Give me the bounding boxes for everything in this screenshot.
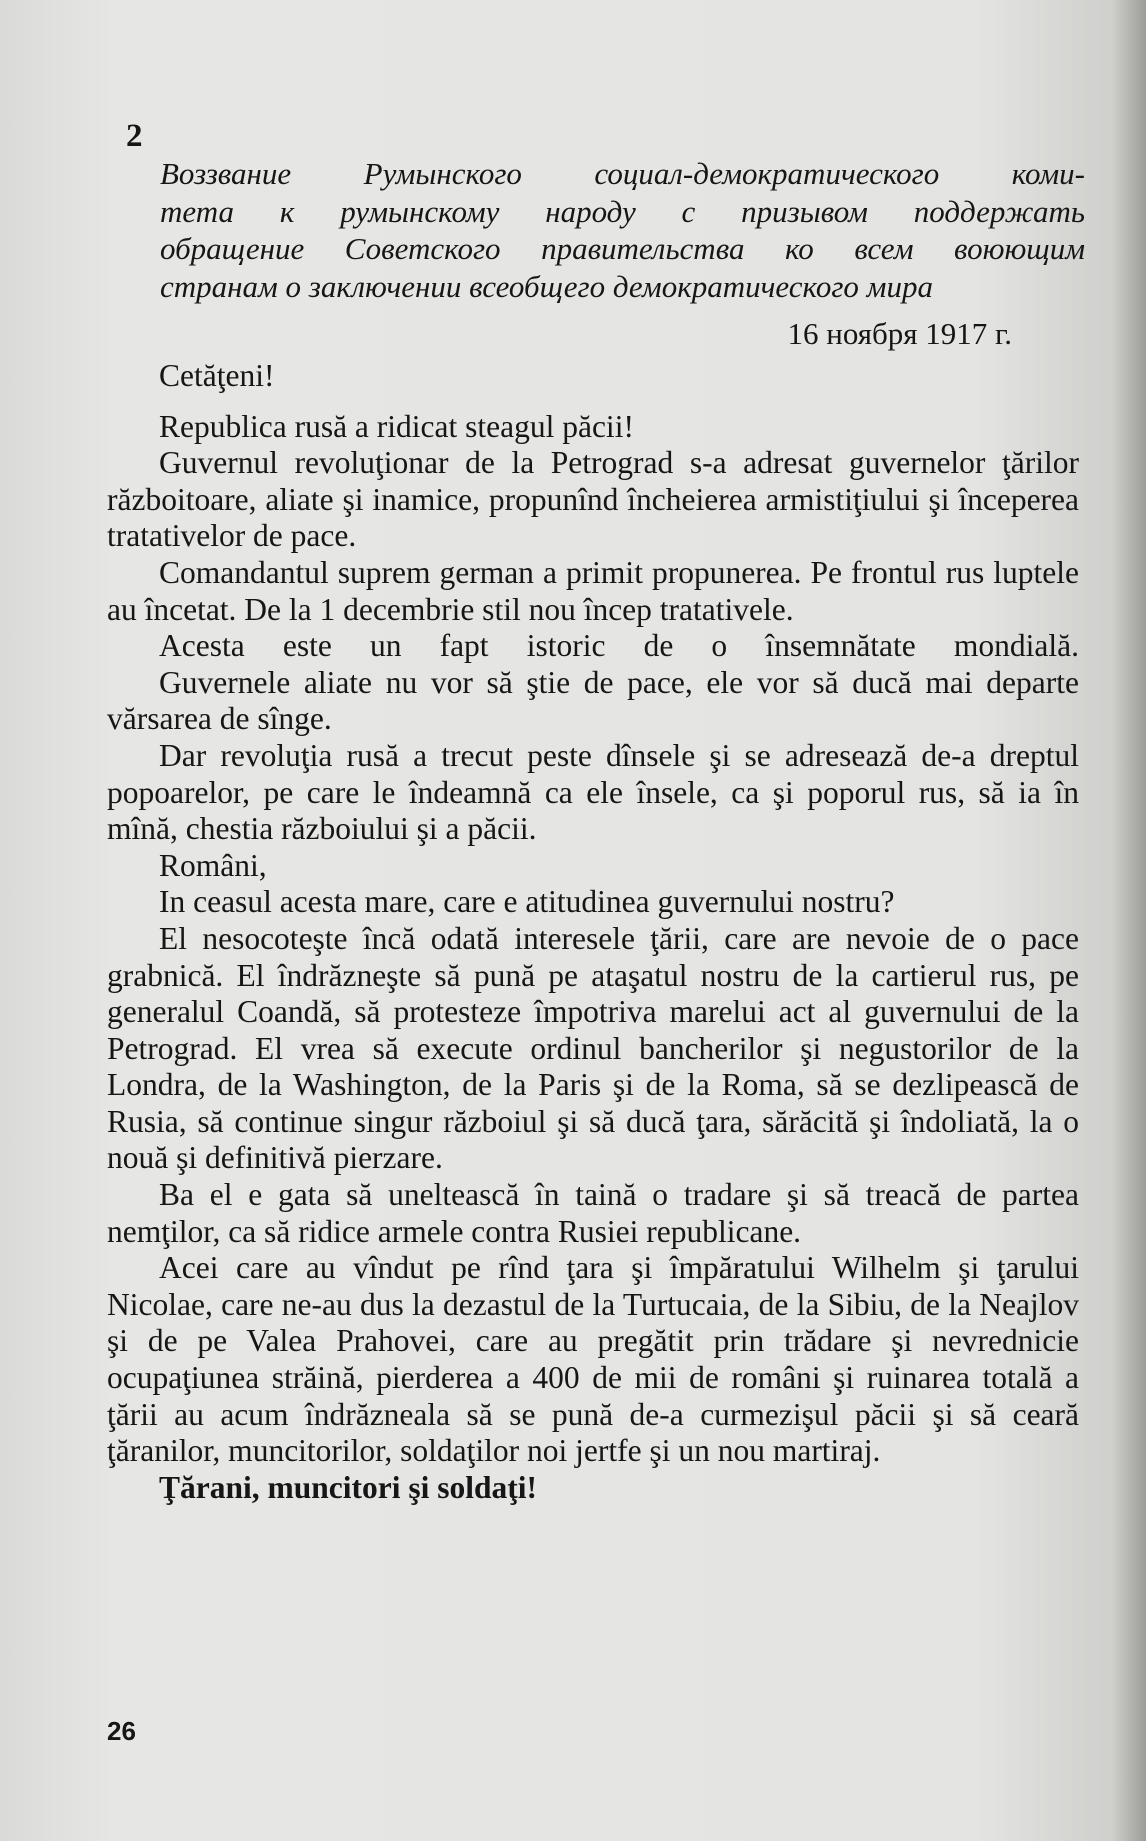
paragraph: In ceasul acesta mare, care e atitudinea guvernului nostru? — [159, 884, 895, 920]
heading-line: тета к румынскому народу с призывом поддержать — [160, 193, 1085, 229]
paragraph: Dar revoluţia rusă a trecut peste dînsele şi se adresează de-a dreptul popoarelor, pe care le îndeamnă ca ele însele, ca şi poporul rus, să ia în mînă, chestia războiului şi a păcii. — [107, 737, 1079, 847]
salutation: Cetăţeni! — [159, 358, 275, 393]
paragraph: Comandantul suprem german a primit propunerea. Pe frontul rus luptele au încetat. De la 1 decembrie stil nou încep tratativele. — [107, 554, 1079, 627]
paragraph: Acesta este un fapt istoric de o însemnătate mondială. — [159, 628, 1079, 664]
document-date: 16 ноября 1917 г. — [787, 316, 1012, 351]
paragraph: Ba el e gata să uneltească în taină o tradare şi să treacă de partea nemţilor, ca să ridice armele contra Rusiei republicane. — [107, 1177, 1079, 1249]
document-number: 2 — [126, 118, 143, 154]
paragraph: Guvernul revoluţionar de la Petrograd s-a adresat guvernelor ţărilor războitoare, aliate şi inamice, propunînd încheierea armistiţiului şi începerea tratativelor de pace. — [107, 445, 1079, 554]
paragraph: Acei care au vîndut pe rînd ţara şi împăratului Wilhelm şi ţarului Nicolae, care ne-au dus la dezastul de la Turtucaia, de la Sibiu, de la Neajlov şi de pe Valea Prahovei, care au pregătit prin trădare şi nevrednicie ocupaţiunea străină, pierderea a 400 de mii de români şi ruinarea totală a ţării au acum îndrăzneala să se pună de-a curmezişul păcii şi să ceară ţăranilor, muncitorilor, soldaţilor noi jertfe şi un nou martiraj. — [107, 1250, 1079, 1469]
heading-line: обращение Советского правительства ко всем воюющим — [160, 231, 1085, 266]
closing-exclamation: Ţărani, muncitori şi soldaţi! — [159, 1469, 538, 1505]
paragraph: Republica rusă a ridicat steagul păcii! — [159, 408, 634, 444]
paragraph: El nesocoteşte încă odată interesele ţării, care are nevoie de o pace grabnică. El îndrăzneşte să pună pe ataşatul nostru de la cartierul rus, pe generalul Coandă, să protesteze împotriva marelui act al guvernului de la Petrograd. El vrea să execute ordinul bancherilor şi negustorilor de la Londra, de la Washington, de la Paris şi de la Roma, să se dezlipească de Rusia, să continue singur războiul şi să ducă ţara, sărăcită şi îndoliată, la o nouă şi definitivă pierzare. — [107, 920, 1079, 1176]
heading-line: Воззвание Румынского социал-демократического коми- — [160, 156, 1085, 191]
document-body — [107, 358, 1079, 1506]
document-heading — [160, 155, 1085, 305]
paragraph: Români, — [159, 847, 267, 883]
paragraph: Guvernele aliate nu vor să ştie de pace, ele vor să ducă mai departe vărsarea de sînge. — [107, 664, 1079, 737]
heading-line: странам о заключении всеобщего демократического мира — [160, 268, 933, 304]
page-number: 26 — [107, 1716, 136, 1746]
